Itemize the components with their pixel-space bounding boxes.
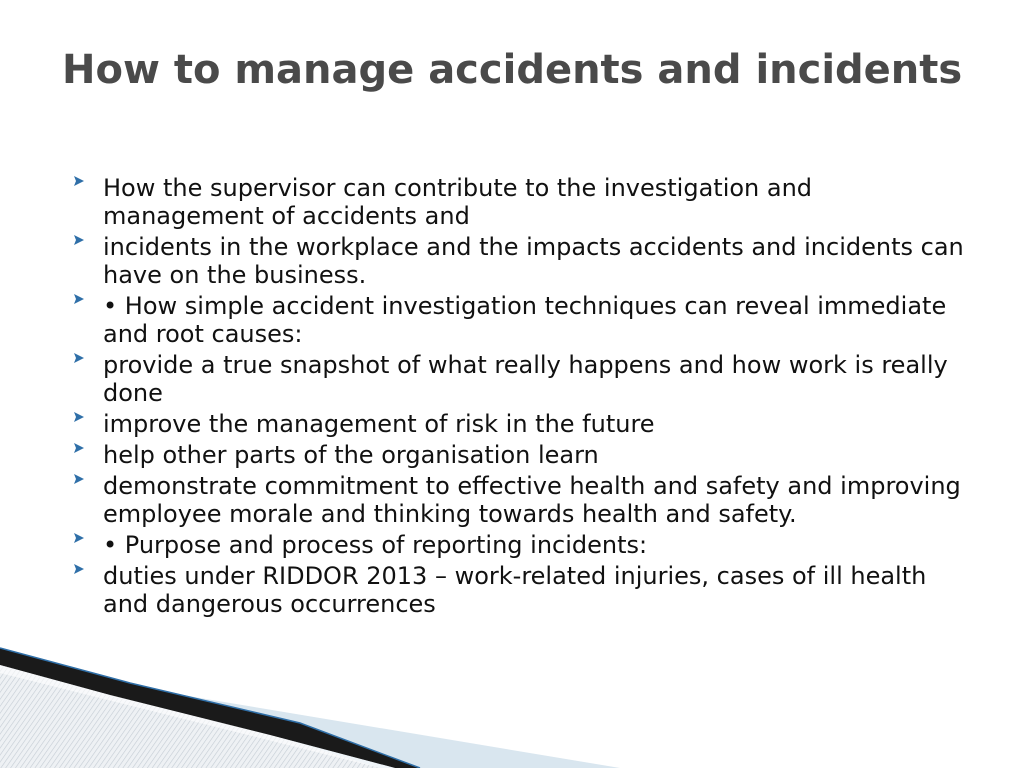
bullet-text: help other parts of the organisation learn [103, 441, 599, 469]
bullet-text: • How simple accident investigation techniques can reveal immediate and root causes: [103, 292, 947, 348]
slide-title: How to manage accidents and incidents [62, 47, 963, 93]
bullet-triangle-icon [74, 412, 84, 422]
bullet-text: • Purpose and process of reporting incidents: [103, 531, 648, 559]
bullet-text: incidents in the workplace and the impacts accidents and incidents can have on the business. [103, 233, 964, 289]
bullet-item [74, 531, 974, 559]
bullet-item [74, 351, 974, 407]
bullet-triangle-icon [74, 533, 84, 543]
bullet-triangle-icon [74, 353, 84, 363]
bullet-text: provide a true snapshot of what really happens and how work is really done [103, 351, 948, 407]
bullet-item [74, 233, 974, 289]
bullet-text: demonstrate commitment to effective health and safety and improving employee morale and thinking towards health and safety. [103, 472, 961, 528]
decorative-swoosh-graphic [0, 643, 640, 768]
bullet-text: improve the management of risk in the future [103, 410, 655, 438]
bullet-triangle-icon [74, 474, 84, 484]
bullet-item [74, 174, 974, 230]
bullet-triangle-icon [74, 235, 84, 245]
bullet-triangle-icon [74, 443, 84, 453]
bullet-triangle-icon [74, 564, 84, 574]
bullet-item [74, 441, 974, 469]
bullet-triangle-icon [74, 176, 84, 186]
bullet-item [74, 472, 974, 528]
bullet-item [74, 410, 974, 438]
bullet-text: duties under RIDDOR 2013 – work-related injuries, cases of ill health and dangerous occurrences [103, 562, 927, 618]
bullet-list [74, 174, 974, 621]
bullet-text: How the supervisor can contribute to the investigation and management of accidents and [103, 174, 813, 230]
bullet-item [74, 292, 974, 348]
bullet-triangle-icon [74, 294, 84, 304]
bullet-item [74, 562, 974, 618]
